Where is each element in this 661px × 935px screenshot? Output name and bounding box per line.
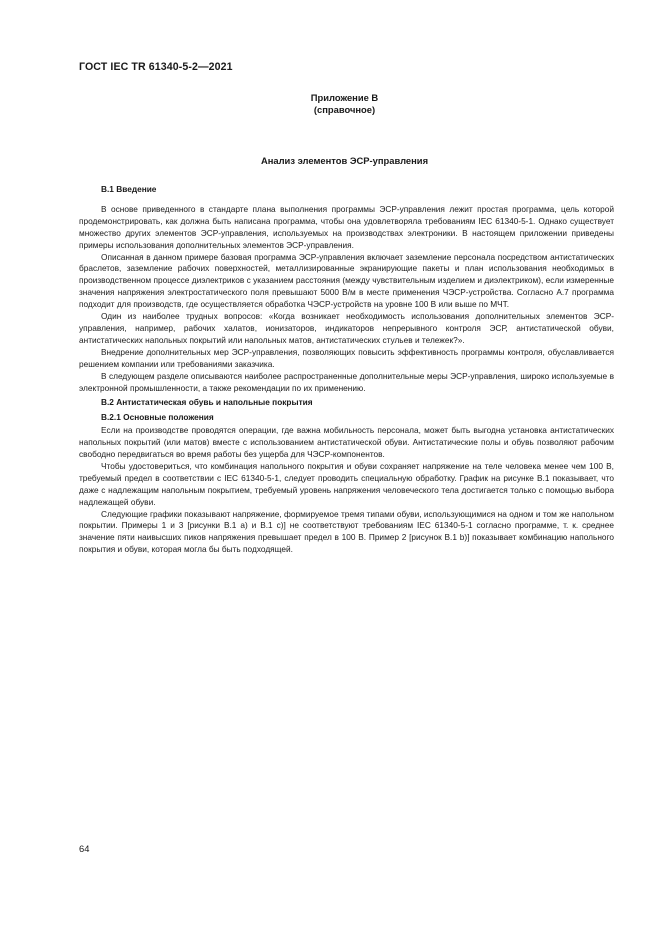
annex-title: Приложение В	[310, 92, 379, 103]
paragraph: Следующие графики показывают напряжение, формируемое тремя типами обуви, использующимися на одном и том же напольном покрытии. Примеры 1 и 3 [рисунки В.1 а) и В.1 с)] не соответствуют требованиям IEC 61340-5-1 согласно программе, т. к. среднее значение пяти наивысших пиков напряжения превышает предел в 100 В. Пример 2 [рисунок В.1 b)] показывает комбинацию напольного покрытия и обуви, которая могла бы быть подходящей.	[79, 508, 614, 555]
paragraph: Описанная в данном примере базовая программа ЭСР-управления включает заземление персонала посредством антистатических браслетов, заземление рабочих поверхностей, металлизированные экранирующие пакеты и план использования необходимых в производственном процессе диэлектриков с указанием расстояния (между чувствительным изделием и диэлектриком), если измеренные значения напряжения электростатического поля превышают 5000 В/м в месте применения ЧЭСР-устройства. Согласно А.7 программа подходит для производств, где осуществляется обработка ЧЭСР-устройств на уровне 100 В или выше по МЧТ.	[79, 251, 614, 310]
paragraph: Внедрение дополнительных мер ЭСР-управления, позволяющих повысить эффективность программы контроля, обуславливается решением компании или требованиями заказчика.	[79, 346, 614, 369]
paragraph: В следующем разделе описываются наиболее распространенные дополнительные меры ЭСР-управления, широко используемые в электронной промышленности, а также рекомендации по их применению.	[79, 370, 614, 393]
document-body	[79, 184, 614, 556]
paragraph: Один из наиболее трудных вопросов: «Когда возникает необходимость использования дополнительных элементов ЭСР-управления, например, рабочих халатов, ионизаторов, индикаторов непрерывного контроля ЭСР, антистатической обуви, антистатических напольных покрытий или напольных матов, антистатических стульев и тележек?».	[79, 311, 614, 345]
page-number: 64	[79, 843, 90, 854]
section-title: Анализ элементов ЭСР-управления	[260, 155, 429, 166]
standard-header: ГОСТ IEC TR 61340-5-2—2021	[79, 61, 233, 73]
annex-type: (справочное)	[313, 104, 376, 115]
heading-b2: В.2 Антистатическая обувь и напольные покрытия	[101, 397, 313, 408]
paragraph: В основе приведенного в стандарте плана выполнения программы ЭСР-управления лежит простая программа, цель которой продемонстрировать, как должна быть написана программа, чтобы она удовлетворяла требованиям IEC 61340-5-1. Однако существует множество других элементов ЭСР-управления, используемых на производствах электроники. В настоящем приложении приведены примеры использования дополнительных элементов ЭСР-управления.	[79, 203, 614, 250]
paragraph: Если на производстве проводятся операции, где важна мобильность персонала, может быть выгодна установка антистатических напольных покрытий (или матов) вместе с использованием антистатической обуви. Антистатические полы и обувь позволяют рабочим свободно передвигаться во время работы без ущерба для ЧЭСР-компонентов.	[79, 425, 614, 460]
heading-b21: В.2.1 Основные положения	[101, 412, 214, 423]
heading-b1: В.1 Введение	[101, 184, 157, 194]
paragraph: Чтобы удостовериться, что комбинация напольного покрытия и обуви сохраняет напряжение на теле человека менее чем 100 В, требуемый предел в соответствии с IEC 61340-5-1, следует проводить специальную обработку. График на рисунке В.1 показывает, что даже с надлежащим напольным покрытием, требуемый уровень напряжения человеческого тела достигается только с помощью выбора надлежащей обуви.	[79, 460, 614, 507]
